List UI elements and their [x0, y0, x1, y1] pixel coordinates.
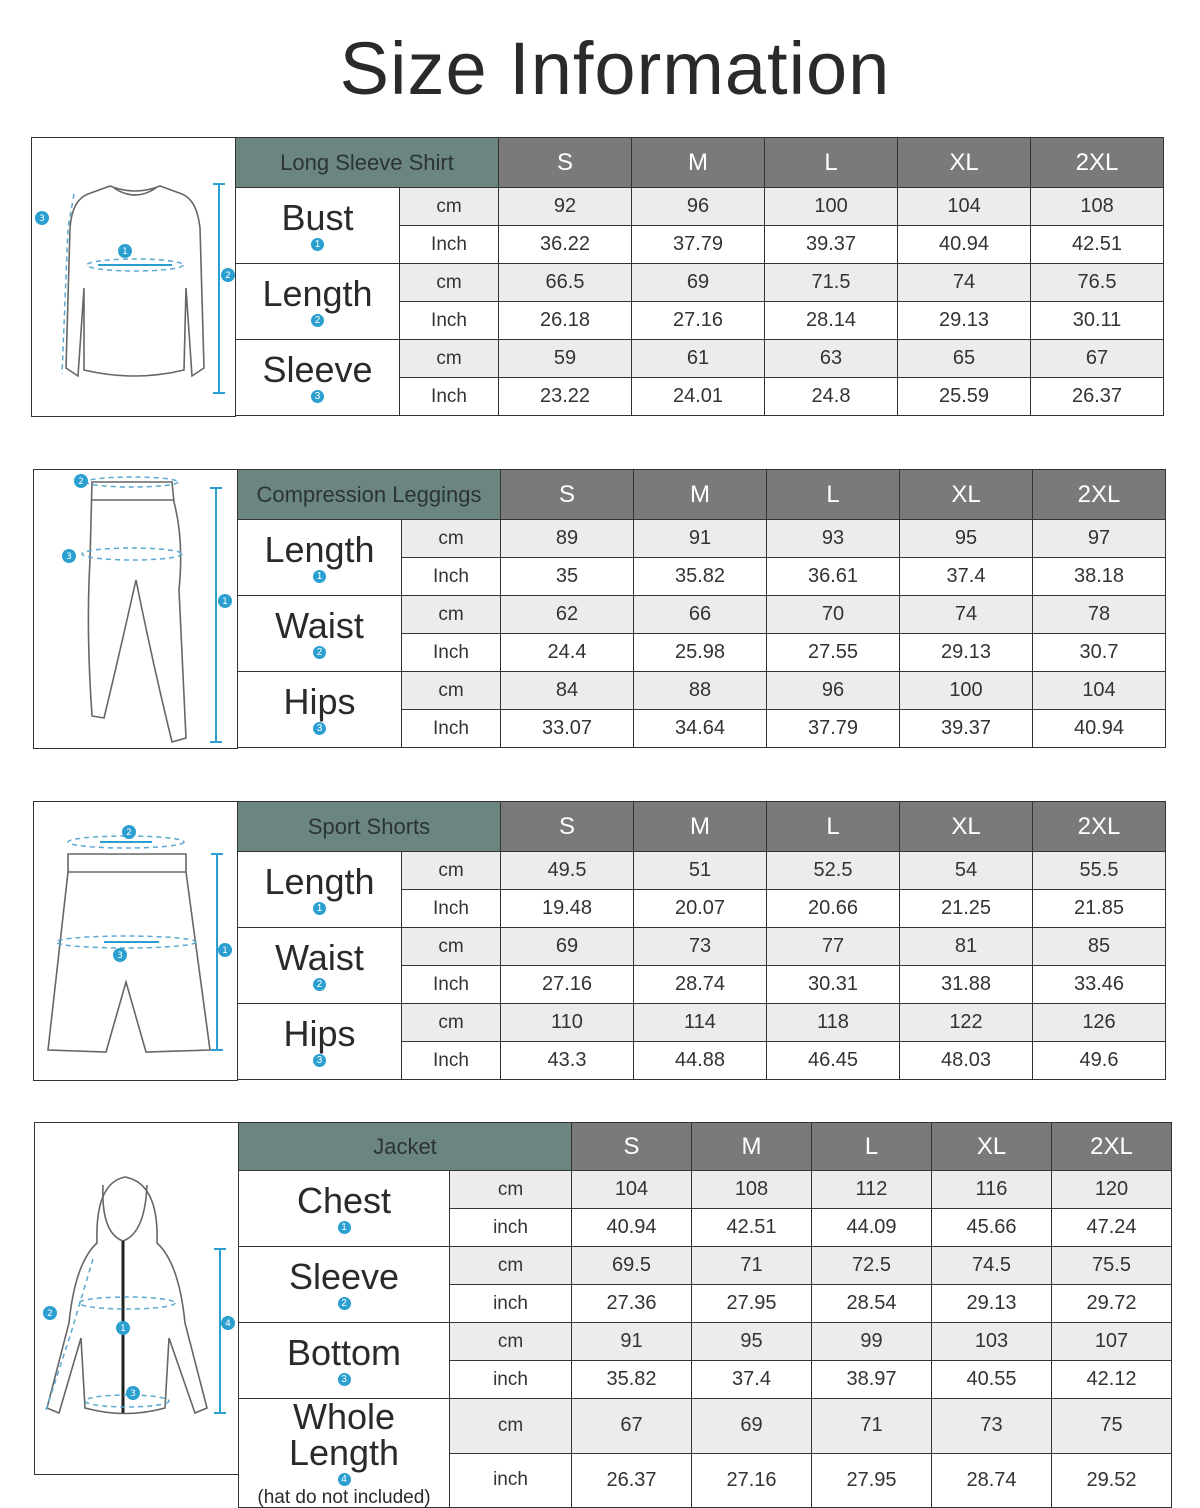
value-cell: 37.4 [692, 1361, 812, 1399]
measure-cell [239, 1247, 450, 1323]
measure-number-badge: 2 [338, 1297, 351, 1310]
value-cell: 36.22 [499, 226, 632, 264]
value-cell: 24.01 [632, 378, 765, 416]
value-cell: 114 [634, 1004, 767, 1042]
size-table [237, 801, 1166, 1080]
measure-cell [239, 1323, 450, 1399]
unit-cell: Inch [402, 1042, 501, 1080]
measure-cell [238, 672, 402, 748]
value-cell: 73 [634, 928, 767, 966]
value-cell: 74 [900, 596, 1033, 634]
value-cell: 104 [1033, 672, 1166, 710]
table-row [239, 1247, 1172, 1285]
value-cell: 42.51 [1031, 226, 1164, 264]
measure-label: Length [264, 529, 375, 570]
measure-label: Length [262, 273, 373, 314]
svg-text:1: 1 [122, 247, 128, 257]
value-cell: 39.37 [900, 710, 1033, 748]
value-cell: 29.13 [900, 634, 1033, 672]
value-cell: 33.46 [1033, 966, 1166, 1004]
size-header: 2XL [1033, 470, 1166, 520]
value-cell: 100 [900, 672, 1033, 710]
value-cell: 25.59 [898, 378, 1031, 416]
table-row [238, 520, 1166, 558]
value-cell: 28.54 [812, 1285, 932, 1323]
size-header: S [499, 138, 632, 188]
value-cell: 71 [812, 1399, 932, 1454]
value-cell: 104 [898, 188, 1031, 226]
value-cell: 66.5 [499, 264, 632, 302]
section-jacket [34, 1122, 1167, 1508]
value-cell: 25.98 [634, 634, 767, 672]
value-cell: 54 [900, 852, 1033, 890]
svg-text:3: 3 [66, 552, 72, 562]
value-cell: 44.09 [812, 1209, 932, 1247]
value-cell: 35.82 [634, 558, 767, 596]
measure-label: Bottom [286, 1332, 402, 1373]
size-header: M [632, 138, 765, 188]
svg-text:2: 2 [78, 477, 84, 487]
value-cell: 73 [932, 1399, 1052, 1454]
value-cell: 67 [1031, 340, 1164, 378]
sport-shorts-diagram [33, 801, 238, 1081]
value-cell: 74.5 [932, 1247, 1052, 1285]
value-cell: 24.8 [765, 378, 898, 416]
size-header: L [765, 138, 898, 188]
value-cell: 49.6 [1033, 1042, 1166, 1080]
section-compression-leggings [33, 469, 1167, 749]
value-cell: 59 [499, 340, 632, 378]
size-header: XL [898, 138, 1031, 188]
value-cell: 65 [898, 340, 1031, 378]
value-cell: 30.31 [767, 966, 900, 1004]
value-cell: 69.5 [572, 1247, 692, 1285]
unit-cell: cm [400, 340, 499, 378]
value-cell: 40.55 [932, 1361, 1052, 1399]
size-header: XL [900, 802, 1033, 852]
page-title: Size Information [339, 27, 891, 110]
value-cell: 96 [632, 188, 765, 226]
value-cell: 118 [767, 1004, 900, 1042]
value-cell: 38.97 [812, 1361, 932, 1399]
value-cell: 27.16 [632, 302, 765, 340]
value-cell: 43.3 [501, 1042, 634, 1080]
unit-cell: inch [450, 1453, 572, 1508]
measure-label: Sleeve [288, 1256, 400, 1297]
measure-cell [238, 596, 402, 672]
value-cell: 108 [692, 1171, 812, 1209]
unit-cell: cm [402, 928, 501, 966]
value-cell: 33.07 [501, 710, 634, 748]
value-cell: 46.45 [767, 1042, 900, 1080]
value-cell: 39.37 [765, 226, 898, 264]
size-header: XL [900, 470, 1033, 520]
value-cell: 96 [767, 672, 900, 710]
value-cell: 75.5 [1052, 1247, 1172, 1285]
size-header: M [634, 802, 767, 852]
value-cell: 26.18 [499, 302, 632, 340]
unit-cell: Inch [400, 378, 499, 416]
value-cell: 47.24 [1052, 1209, 1172, 1247]
value-cell: 95 [900, 520, 1033, 558]
value-cell: 40.94 [572, 1209, 692, 1247]
value-cell: 49.5 [501, 852, 634, 890]
measure-cell [238, 928, 402, 1004]
unit-cell: cm [400, 188, 499, 226]
measure-number-badge: 3 [338, 1373, 351, 1386]
unit-cell: inch [450, 1361, 572, 1399]
value-cell: 24.4 [501, 634, 634, 672]
value-cell: 27.36 [572, 1285, 692, 1323]
value-cell: 97 [1033, 520, 1166, 558]
measure-cell [238, 1004, 402, 1080]
value-cell: 28.14 [765, 302, 898, 340]
value-cell: 27.95 [692, 1285, 812, 1323]
jacket-diagram [34, 1122, 239, 1475]
value-cell: 37.79 [632, 226, 765, 264]
table-row [239, 1171, 1172, 1209]
value-cell: 108 [1031, 188, 1164, 226]
svg-text:3: 3 [117, 951, 123, 961]
unit-cell: cm [450, 1399, 572, 1454]
unit-cell: cm [402, 520, 501, 558]
measure-number-badge: 1 [338, 1221, 351, 1234]
size-header: M [692, 1123, 812, 1171]
table-row [238, 596, 1166, 634]
size-header: 2XL [1052, 1123, 1172, 1171]
value-cell: 27.16 [692, 1453, 812, 1508]
value-cell: 116 [932, 1171, 1052, 1209]
measure-cell [236, 188, 400, 264]
value-cell: 93 [767, 520, 900, 558]
value-cell: 29.13 [932, 1285, 1052, 1323]
svg-text:2: 2 [47, 1309, 53, 1319]
value-cell: 110 [501, 1004, 634, 1042]
svg-text:2: 2 [126, 828, 132, 838]
measure-cell [238, 852, 402, 928]
measure-label: Bust [281, 197, 354, 238]
value-cell: 26.37 [572, 1453, 692, 1508]
unit-cell: cm [400, 264, 499, 302]
value-cell: 99 [812, 1323, 932, 1361]
unit-cell: Inch [402, 634, 501, 672]
value-cell: 104 [572, 1171, 692, 1209]
measure-label: Length [264, 861, 375, 902]
value-cell: 27.16 [501, 966, 634, 1004]
value-cell: 63 [765, 340, 898, 378]
value-cell: 67 [572, 1399, 692, 1454]
value-cell: 27.55 [767, 634, 900, 672]
measure-number-badge: 3 [313, 722, 326, 735]
value-cell: 42.51 [692, 1209, 812, 1247]
unit-cell: cm [402, 672, 501, 710]
value-cell: 92 [499, 188, 632, 226]
measure-note: (hat do not included) [257, 1487, 431, 1508]
value-cell: 88 [634, 672, 767, 710]
measure-label: Hips [283, 681, 356, 722]
measure-label: Whole Length [288, 1396, 400, 1473]
measure-label: Sleeve [262, 349, 373, 390]
value-cell: 78 [1033, 596, 1166, 634]
value-cell: 89 [501, 520, 634, 558]
value-cell: 107 [1052, 1323, 1172, 1361]
size-header: XL [932, 1123, 1052, 1171]
size-header: L [812, 1123, 932, 1171]
unit-cell: Inch [402, 710, 501, 748]
measure-number-badge: 2 [313, 978, 326, 991]
size-header: M [634, 470, 767, 520]
table-title: Compression Leggings [238, 470, 501, 520]
measure-cell [239, 1396, 450, 1508]
value-cell: 122 [900, 1004, 1033, 1042]
value-cell: 23.22 [499, 378, 632, 416]
value-cell: 100 [765, 188, 898, 226]
value-cell: 21.25 [900, 890, 1033, 928]
value-cell: 71 [692, 1247, 812, 1285]
value-cell: 91 [572, 1323, 692, 1361]
size-table [237, 469, 1166, 748]
value-cell: 112 [812, 1171, 932, 1209]
value-cell: 103 [932, 1323, 1052, 1361]
value-cell: 69 [692, 1399, 812, 1454]
section-sport-shorts [33, 801, 1167, 1081]
value-cell: 52.5 [767, 852, 900, 890]
size-table [235, 137, 1164, 416]
unit-cell: inch [450, 1285, 572, 1323]
value-cell: 85 [1033, 928, 1166, 966]
value-cell: 77 [767, 928, 900, 966]
value-cell: 28.74 [932, 1453, 1052, 1508]
table-row [236, 264, 1164, 302]
value-cell: 45.66 [932, 1209, 1052, 1247]
table-title: Jacket [239, 1123, 572, 1171]
value-cell: 66 [634, 596, 767, 634]
unit-cell: cm [450, 1247, 572, 1285]
measure-label: Waist [275, 605, 364, 646]
value-cell: 71.5 [765, 264, 898, 302]
value-cell: 48.03 [900, 1042, 1033, 1080]
measure-number-badge: 1 [311, 238, 324, 251]
unit-cell: Inch [400, 226, 499, 264]
value-cell: 55.5 [1033, 852, 1166, 890]
value-cell: 76.5 [1031, 264, 1164, 302]
measure-number-badge: 3 [311, 390, 324, 403]
svg-text:2: 2 [225, 271, 231, 281]
value-cell: 120 [1052, 1171, 1172, 1209]
measure-label: Waist [275, 937, 364, 978]
unit-cell: cm [402, 596, 501, 634]
unit-cell: Inch [402, 890, 501, 928]
value-cell: 29.13 [898, 302, 1031, 340]
long-sleeve-shirt-diagram [31, 137, 236, 417]
value-cell: 95 [692, 1323, 812, 1361]
value-cell: 38.18 [1033, 558, 1166, 596]
value-cell: 36.61 [767, 558, 900, 596]
value-cell: 69 [501, 928, 634, 966]
measure-cell [236, 264, 400, 340]
value-cell: 126 [1033, 1004, 1166, 1042]
size-table [238, 1122, 1172, 1508]
value-cell: 81 [900, 928, 1033, 966]
value-cell: 72.5 [812, 1247, 932, 1285]
value-cell: 37.4 [900, 558, 1033, 596]
measure-cell [239, 1171, 450, 1247]
value-cell: 69 [632, 264, 765, 302]
size-header: L [767, 802, 900, 852]
value-cell: 29.72 [1052, 1285, 1172, 1323]
unit-cell: Inch [402, 966, 501, 1004]
value-cell: 30.7 [1033, 634, 1166, 672]
unit-cell: cm [402, 1004, 501, 1042]
table-row [238, 1004, 1166, 1042]
table-row [239, 1323, 1172, 1361]
table-row [238, 852, 1166, 890]
value-cell: 26.37 [1031, 378, 1164, 416]
svg-text:1: 1 [222, 946, 228, 956]
value-cell: 34.64 [634, 710, 767, 748]
size-header: S [572, 1123, 692, 1171]
measure-cell [236, 340, 400, 416]
compression-leggings-diagram [33, 469, 238, 749]
measure-number-badge: 2 [313, 646, 326, 659]
value-cell: 44.88 [634, 1042, 767, 1080]
unit-cell: cm [402, 852, 501, 890]
value-cell: 70 [767, 596, 900, 634]
value-cell: 31.88 [900, 966, 1033, 1004]
value-cell: 61 [632, 340, 765, 378]
unit-cell: Inch [402, 558, 501, 596]
value-cell: 37.79 [767, 710, 900, 748]
value-cell: 21.85 [1033, 890, 1166, 928]
measure-number-badge: 2 [311, 314, 324, 327]
table-row [236, 188, 1164, 226]
value-cell: 91 [634, 520, 767, 558]
value-cell: 84 [501, 672, 634, 710]
value-cell: 51 [634, 852, 767, 890]
value-cell: 35 [501, 558, 634, 596]
measure-number-badge: 3 [313, 1054, 326, 1067]
size-header: S [501, 802, 634, 852]
unit-cell: inch [450, 1209, 572, 1247]
table-title: Sport Shorts [238, 802, 501, 852]
measure-number-badge: 1 [313, 902, 326, 915]
value-cell: 75 [1052, 1399, 1172, 1454]
measure-number-badge: 1 [313, 570, 326, 583]
measure-cell [238, 520, 402, 596]
size-header: S [501, 470, 634, 520]
value-cell: 74 [898, 264, 1031, 302]
value-cell: 42.12 [1052, 1361, 1172, 1399]
size-header: 2XL [1033, 802, 1166, 852]
value-cell: 20.07 [634, 890, 767, 928]
table-row [238, 672, 1166, 710]
value-cell: 29.52 [1052, 1453, 1172, 1508]
table-row [238, 928, 1166, 966]
value-cell: 40.94 [898, 226, 1031, 264]
size-header: L [767, 470, 900, 520]
table-row [239, 1399, 1172, 1454]
section-long-sleeve-shirt [31, 137, 1165, 417]
value-cell: 27.95 [812, 1453, 932, 1508]
size-header: 2XL [1031, 138, 1164, 188]
value-cell: 28.74 [634, 966, 767, 1004]
value-cell: 20.66 [767, 890, 900, 928]
value-cell: 40.94 [1033, 710, 1166, 748]
measure-number-badge: 4 [338, 1473, 351, 1486]
value-cell: 35.82 [572, 1361, 692, 1399]
value-cell: 19.48 [501, 890, 634, 928]
svg-text:3: 3 [39, 214, 45, 224]
measure-label: Hips [283, 1013, 356, 1054]
svg-text:1: 1 [222, 597, 228, 607]
svg-text:4: 4 [225, 1319, 231, 1329]
measure-label: Chest [296, 1180, 392, 1221]
unit-cell: cm [450, 1171, 572, 1209]
unit-cell: Inch [400, 302, 499, 340]
value-cell: 30.11 [1031, 302, 1164, 340]
table-title: Long Sleeve Shirt [236, 138, 499, 188]
svg-text:3: 3 [130, 1389, 136, 1399]
svg-text:1: 1 [120, 1324, 126, 1334]
unit-cell: cm [450, 1323, 572, 1361]
value-cell: 62 [501, 596, 634, 634]
table-row [236, 340, 1164, 378]
